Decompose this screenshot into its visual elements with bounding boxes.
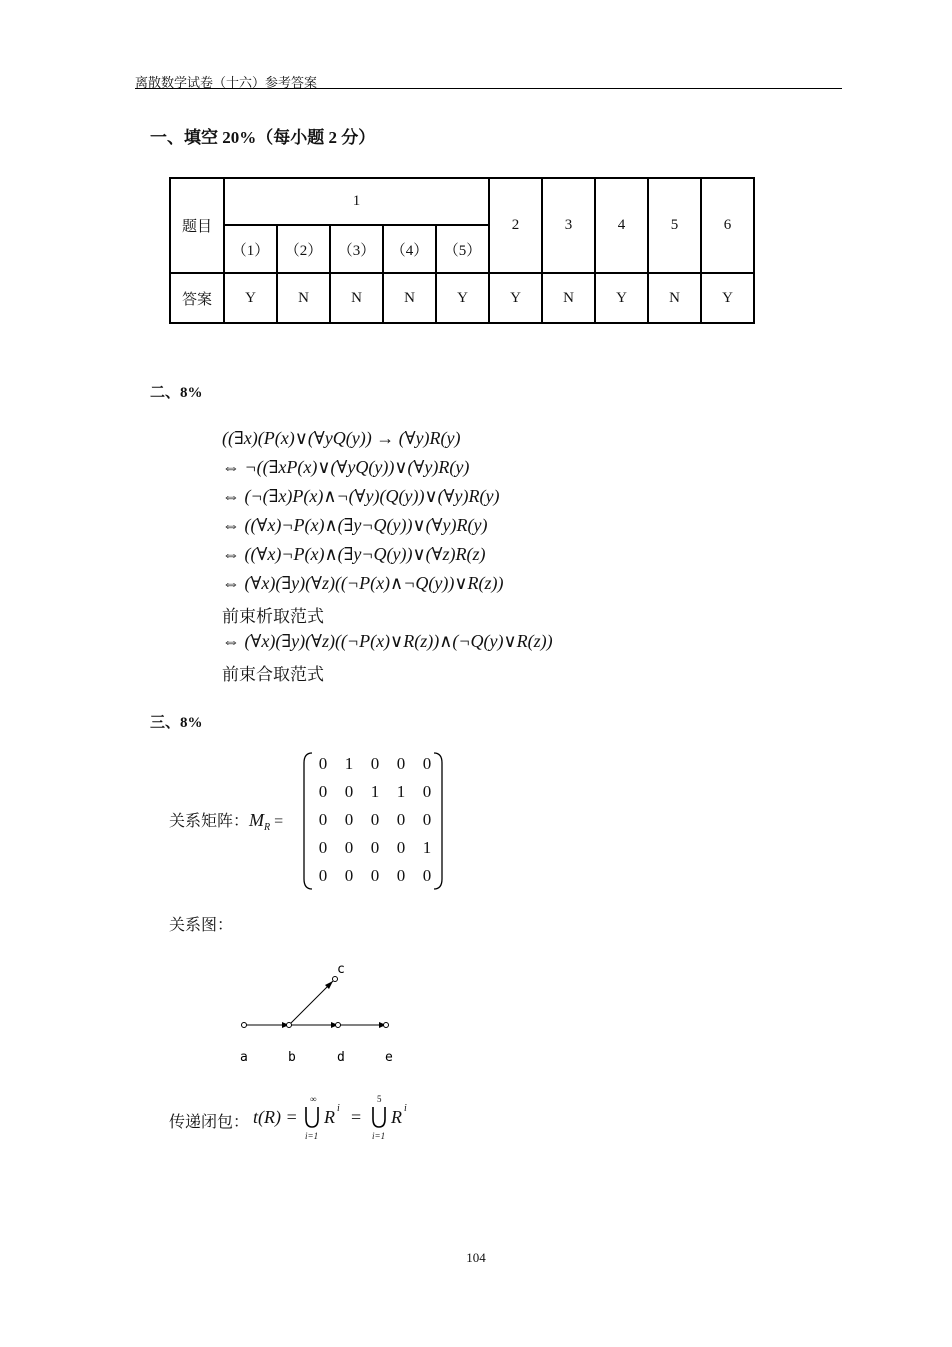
question-label: 5	[648, 178, 701, 273]
matrix-cell: 0	[318, 838, 328, 857]
section1-title: 一、填空 20%（每小题 2 分）	[150, 128, 376, 147]
answer-cell: N	[277, 273, 330, 323]
matrix-cell: 0	[344, 782, 354, 801]
closure-term: R	[324, 1107, 335, 1127]
graph-node-label: c	[337, 962, 345, 977]
sub-question-label: （5）	[436, 225, 489, 273]
union-symbol	[303, 1105, 321, 1129]
matrix-cell: 0	[318, 782, 328, 801]
formula-line: ⇔ ((∀x)¬P(x)∧(∃y¬Q(y))∨(∀z)R(z)	[222, 544, 486, 564]
graph-node-label: e	[385, 1050, 393, 1065]
closure-label: 传递闭包：	[169, 1114, 250, 1131]
question-label: 6	[701, 178, 754, 273]
page-number: 104	[466, 1250, 486, 1265]
matrix-symbol: M	[249, 810, 265, 830]
union-upper-bound: ∞	[310, 1094, 317, 1104]
matrix-cell: 0	[370, 838, 380, 857]
sub-question-label: （4）	[383, 225, 436, 273]
answer-cell: N	[383, 273, 436, 323]
closure-equals: =	[351, 1107, 362, 1127]
graph-node-d	[336, 1023, 341, 1028]
matrix-cell: 0	[396, 838, 406, 857]
running-header: 离散数学试卷（十六）参考答案	[135, 75, 318, 90]
question-row-header: 题目	[170, 178, 224, 273]
answer-cell: N	[542, 273, 595, 323]
graph-node-label: a	[240, 1050, 248, 1065]
graph-node-b	[287, 1023, 292, 1028]
closure-lhs: t(R) =	[253, 1107, 298, 1127]
relation-matrix	[302, 750, 442, 890]
answer-cell: Y	[224, 273, 277, 323]
question-label: 3	[542, 178, 595, 273]
matrix-cell: 0	[370, 754, 380, 773]
answer-cell: Y	[436, 273, 489, 323]
matrix-cell: 0	[396, 810, 406, 829]
graph-edge-b-c	[289, 981, 333, 1025]
union-upper-bound: 5	[377, 1094, 382, 1104]
answer-table	[169, 177, 755, 324]
closure-superscript: i	[404, 1103, 407, 1114]
matrix-cell: 0	[422, 754, 432, 773]
answer-cell: Y	[489, 273, 542, 323]
closure-term: R	[391, 1107, 402, 1127]
formula-line: ⇔ (∀x)(∃y)(∀z)((¬P(x)∨R(z))∧(¬Q(y)∨R(z))	[222, 631, 553, 651]
answer-cell: N	[330, 273, 383, 323]
union-lower-bound: i=1	[305, 1131, 319, 1141]
relation-graph	[200, 955, 420, 1070]
section2-title: 二、8%	[150, 385, 203, 401]
matrix-cell: 0	[318, 866, 328, 885]
formula-line: ⇔ (¬(∃x)P(x)∧¬(∀y)(Q(y))∨(∀y)R(y)	[222, 486, 500, 506]
question-label: 2	[489, 178, 542, 273]
matrix-cell: 1	[422, 838, 432, 857]
section3-title: 三、8%	[150, 715, 203, 731]
matrix-cell: 0	[344, 838, 354, 857]
matrix-cell: 0	[396, 866, 406, 885]
answer-cell: Y	[595, 273, 648, 323]
matrix-label-group	[169, 808, 283, 833]
matrix-cell: 0	[318, 754, 328, 773]
matrix-cell: 0	[318, 810, 328, 829]
sub-question-label: （1）	[224, 225, 277, 273]
matrix-cell: 0	[422, 810, 432, 829]
formula-note: 前束合取范式	[222, 665, 324, 684]
formula-line: ((∃x)(P(x)∨(∀yQ(y)) → (∀y)R(y)	[222, 428, 461, 448]
answer-row-header: 答案	[170, 273, 224, 323]
sub-question-label: （3）	[330, 225, 383, 273]
formula-line: ⇔ (∀x)(∃y)(∀z)((¬P(x)∧¬Q(y))∨R(z))	[222, 573, 504, 593]
formula-line: ⇔ ¬((∃xP(x)∨(∀yQ(y))∨(∀y)R(y)	[222, 457, 470, 477]
matrix-cell: 1	[396, 782, 406, 801]
matrix-cell: 0	[344, 866, 354, 885]
matrix-cell: 0	[370, 866, 380, 885]
answer-cell: N	[648, 273, 701, 323]
graph-node-label: d	[337, 1050, 345, 1065]
matrix-cell: 0	[370, 810, 380, 829]
graph-node-e	[384, 1023, 389, 1028]
question-group-label: 1	[224, 178, 489, 225]
matrix-subscript: R	[264, 822, 271, 834]
closure-superscript: i	[337, 1103, 340, 1114]
formula-note: 前束析取范式	[222, 607, 324, 626]
header-rule	[135, 88, 842, 89]
matrix-cell: 0	[344, 810, 354, 829]
matrix-cell: 0	[422, 866, 432, 885]
graph-node-c	[333, 977, 338, 982]
matrix-cell: 1	[344, 754, 354, 773]
union-lower-bound: i=1	[372, 1131, 386, 1141]
matrix-cell: 0	[422, 782, 432, 801]
matrix-cell: 0	[396, 754, 406, 773]
formula-line: ⇔ ((∀x)¬P(x)∧(∃y¬Q(y))∨(∀y)R(y)	[222, 515, 488, 535]
question-label: 4	[595, 178, 648, 273]
union-symbol	[370, 1105, 388, 1129]
graph-node-a	[242, 1023, 247, 1028]
answer-cell: Y	[701, 273, 754, 323]
sub-question-label: （2）	[277, 225, 330, 273]
graph-node-label: b	[288, 1050, 296, 1065]
graph-label: 关系图：	[169, 917, 234, 934]
matrix-label: 关系矩阵：	[169, 813, 250, 830]
matrix-equals: =	[274, 813, 284, 830]
matrix-cell: 1	[370, 782, 380, 801]
